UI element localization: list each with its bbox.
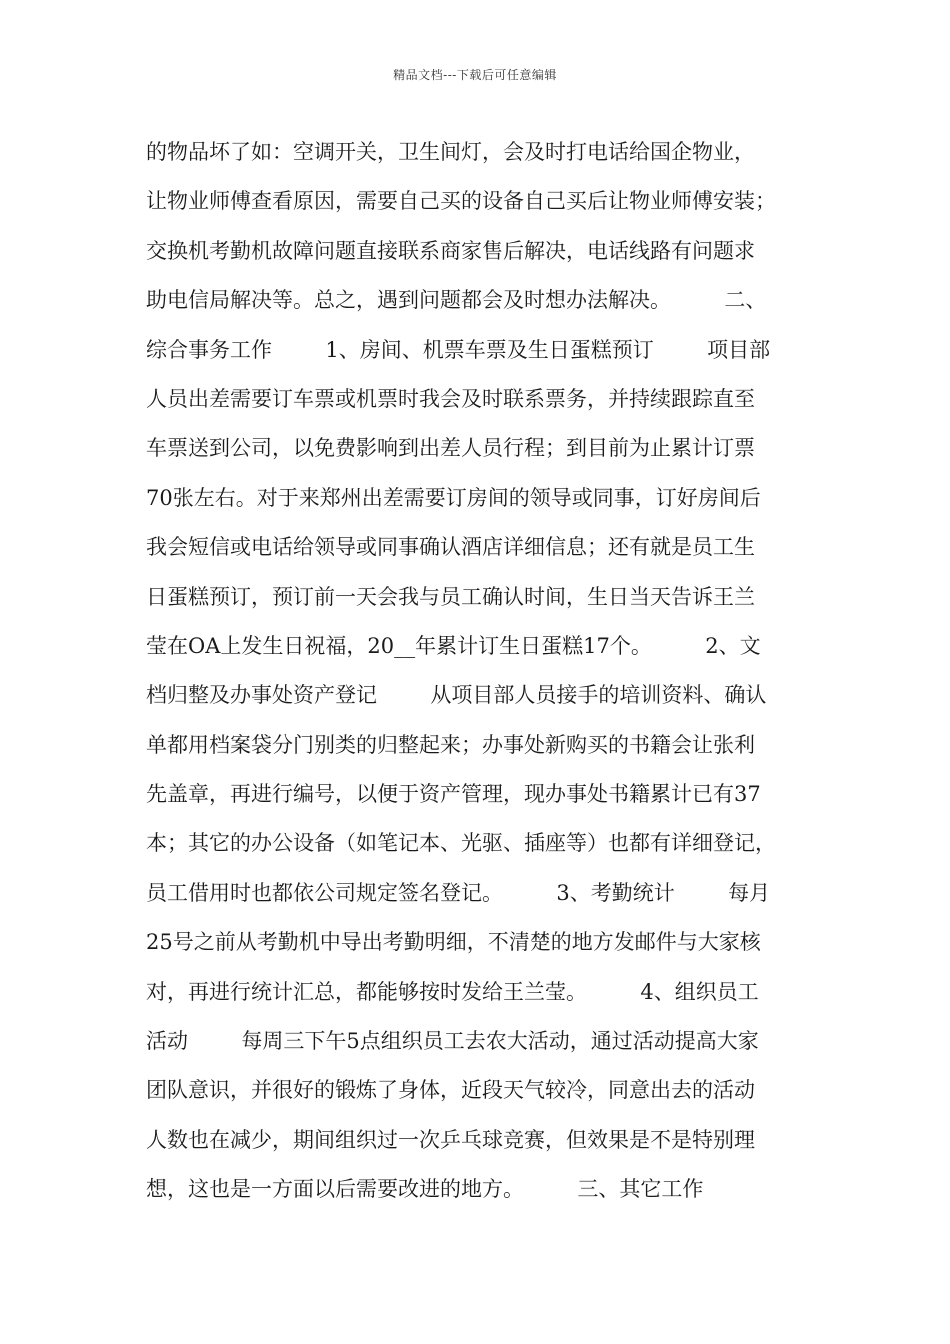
text-line: 活动 每周三下午5点组织员工去农大活动，通过活动提高大家 (146, 1029, 759, 1054)
text-line: 本；其它的办公设备（如笔记本、光驱、插座等）也都有详细登记， (146, 831, 776, 856)
document-body (146, 128, 806, 1215)
text-line: 70张左右。对于来郑州出差需要订房间的领导或同事，订好房间后 (146, 485, 761, 510)
text-line: 助电信局解决等。总之，遇到问题都会及时想办法解决。 二、 (146, 288, 767, 313)
text-line: 车票送到公司，以免费影响到出差人员行程；到目前为止累计订票 (146, 436, 755, 461)
text-line: 员工借用时也都依公司规定签名登记。 3、考勤统计 每月 (146, 880, 771, 905)
text-line: 莹在OA上发生日祝福，20__年累计订生日蛋糕17个。 2、文 (146, 633, 761, 658)
page-header: 精品文档---下载后可任意编辑 (393, 68, 557, 82)
text-line: 的物品坏了如：空调开关，卫生间灯，会及时打电话给国企物业， (146, 140, 755, 164)
text-line: 对，再进行统计汇总，都能够按时发给王兰莹。 4、组织员工 (146, 979, 759, 1004)
text-line: 交换机考勤机故障问题直接联系商家售后解决，电话线路有问题求 (146, 238, 755, 263)
text-line: 单都用档案袋分门别类的归整起来；办事处新购买的书籍会让张利 (146, 732, 755, 757)
text-line: 让物业师傅查看原因，需要自己买的设备自己买后让物业师傅安装； (146, 189, 776, 214)
text-line: 档归整及办事处资产登记 从项目部人员接手的培训资料、确认 (146, 683, 767, 708)
text-line: 先盖章，再进行编号，以便于资产管理，现办事处书籍累计已有37 (146, 782, 761, 807)
text-line: 人员出差需要订车票或机票时我会及时联系票务，并持续跟踪直至 (146, 386, 755, 411)
text-line: 日蛋糕预订，预订前一天会我与员工确认时间，生日当天告诉王兰 (146, 584, 755, 609)
text-line: 我会短信或电话给领导或同事确认酒店详细信息；还有就是员工生 (146, 535, 755, 560)
text-line: 25号之前从考勤机中导出考勤明细，不清楚的地方发邮件与大家核 (146, 930, 761, 955)
text-line: 团队意识，并很好的锻炼了身体，近段天气较冷，同意出去的活动 (146, 1078, 755, 1103)
text-line: 综合事务工作 1、房间、机票车票及生日蛋糕预订 项目部 (146, 337, 771, 362)
text-line: 想，这也是一方面以后需要改进的地方。 三、其它工作 (146, 1177, 704, 1202)
text-line: 人数也在减少，期间组织过一次乒乓球竞赛，但效果是不是特别理 (146, 1127, 755, 1152)
